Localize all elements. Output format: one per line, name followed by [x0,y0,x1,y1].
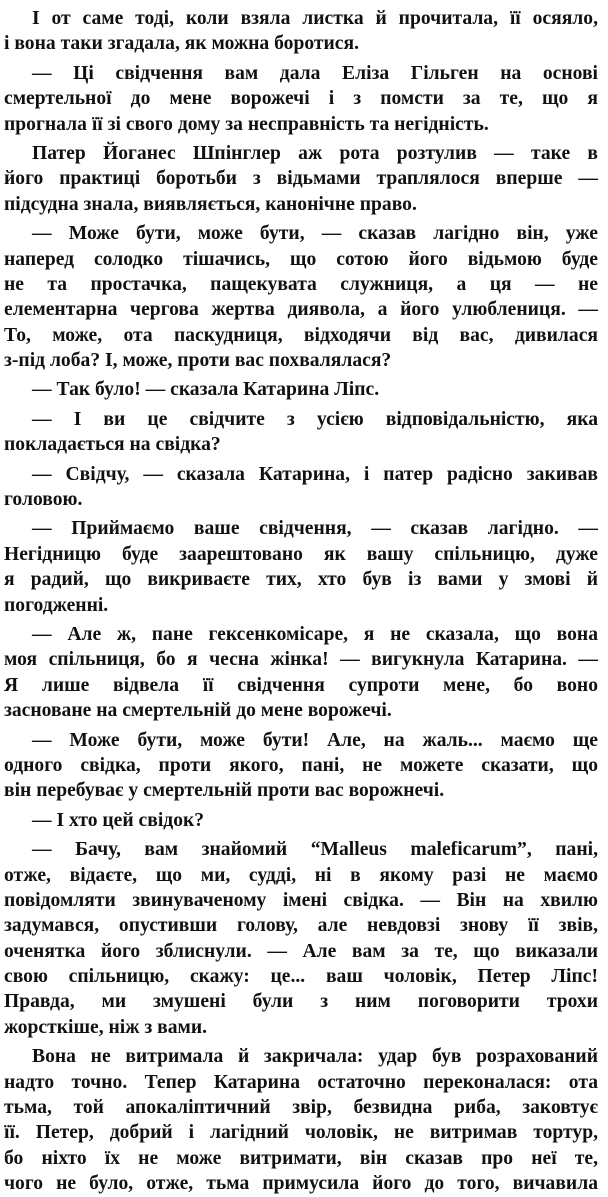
text-line: — І ви це свідчите з усією відповідальністю, яка [32,408,598,430]
text-line: її. Петер, добрий і лагідний чоловік, не витримав тортур, [4,1122,598,1144]
text-line: наперед солодко тішачись, що сотою його відьмою буде [4,248,598,270]
paragraph [4,6,598,57]
text-line: — Приймаємо ваше свідчення, — сказав лагідно. — [32,518,598,540]
text-line: смертельної до мене ворожечі і з помсти за те, що я [4,88,598,110]
paragraph [4,61,598,137]
text-line: — Ці свідчення вам дала Еліза Гільген на основі [32,62,598,84]
paragraph [4,808,598,833]
paragraph [4,221,598,373]
text-line: Вона не витримала й закричала: удар був розрахований [32,1046,598,1068]
text-line: погодженні. [4,594,109,616]
text-line: То, може, ота паскудниця, відходячи від вас, дивилася [4,324,598,346]
text-line: Я лише відвела її свідчення супроти мене, бо воно [4,674,598,696]
text-line: тьма, той апокаліптичний звір, безвидна риба, заковтує [4,1097,598,1119]
text-line: і вона таки згадала, як можна боротися. [4,33,360,55]
paragraph [4,1044,598,1196]
text-line: його практиці боротьби з відьмами траплялося вперше — [4,168,598,190]
text-line: Патер Йоганес Шпінглер аж рота розтулив — таке в [32,142,598,164]
text-line: я радий, що викриваєте тих, хто був із вами у змові й [4,569,598,591]
text-line: І от саме тоді, коли взяла листка й прочитала, її осяяло, [32,8,598,29]
text-line: підсудна знала, виявляється, канонічне право. [4,193,417,215]
paragraph [4,516,598,618]
text-line: — Може бути, може бути, — сказав лагідно він, уже [32,223,598,245]
text-line: Негідницю буде заарештовано як вашу спільницю, дуже [4,543,598,565]
text-line: повідомляти звинуваченому імені свідка. — Він на хвилю [4,889,598,911]
text-line: покладається на свідка? [4,434,221,456]
text-line: елементарна чергова жертва диявола, а його улюблениця. — [4,299,598,321]
text-line: — І хто цей свідок? [32,809,205,831]
text-line: з-під лоба? І, може, проти вас похвалялася? [4,350,392,372]
text-line: надто точно. Тепер Катарина остаточно переконалася: ота [4,1071,598,1093]
text-line: Правда, ми змушені були з ним поговорити трохи [4,991,598,1013]
paragraph [4,407,598,458]
paragraph [4,377,598,402]
text-line: бо ніхто їх не може витримати, він сказав про неї те, [4,1147,598,1169]
text-line: прогнала її зі свого дому за несправність та негідність. [4,113,489,135]
text-line: свою спільницю, скажу: це... ваш чоловік, Петер Ліпс! [4,966,598,988]
text-line: одного свідка, проти якого, пані, не можете сказати, що [4,754,598,776]
text-line: жорсткіше, ніж з вами. [4,1016,208,1038]
paragraph [4,622,598,724]
text-line: моя спільниця, бо я чесна жінка! — вигукнула Катарина. — [4,649,598,671]
text-line: — Може бути, може бути! Але, на жаль... маємо ще [32,729,598,751]
text-line: — Бачу, вам знайомий “Malleus maleficarum”, пані, [32,839,598,861]
text-line: головою. [4,489,83,511]
text-line: оченятка його зблиснули. — Але вам за те, що виказали [4,940,598,962]
text-line: засноване на смертельній до мене ворожечі. [4,700,392,722]
paragraph [4,728,598,804]
text-line: — Так було! — сказала Катарина Ліпс. [32,379,380,401]
text-line: не та простачка, пащекувата служниця, а ця — не [4,273,598,295]
paragraph [4,141,598,217]
text-line: — Свідчу, — сказала Катарина, і патер радісно закивав [32,463,598,485]
paragraph [4,462,598,513]
paragraph [4,837,598,1040]
text-line: задумався, опустивши голову, але невдовзі знову її звів, [4,915,598,937]
text-line: він перебуває у смертельній проти вас ворожнечі. [4,780,445,802]
text-line: отже, відаєте, що ми, судді, ні в якому разі не маємо [4,864,598,886]
text-line: — Але ж, пане гексенкомісаре, я не сказала, що вона [32,623,598,645]
text-line: чого не було, отже, тьма примусила його до того, вичавила [4,1173,598,1195]
book-page [4,6,598,1195]
